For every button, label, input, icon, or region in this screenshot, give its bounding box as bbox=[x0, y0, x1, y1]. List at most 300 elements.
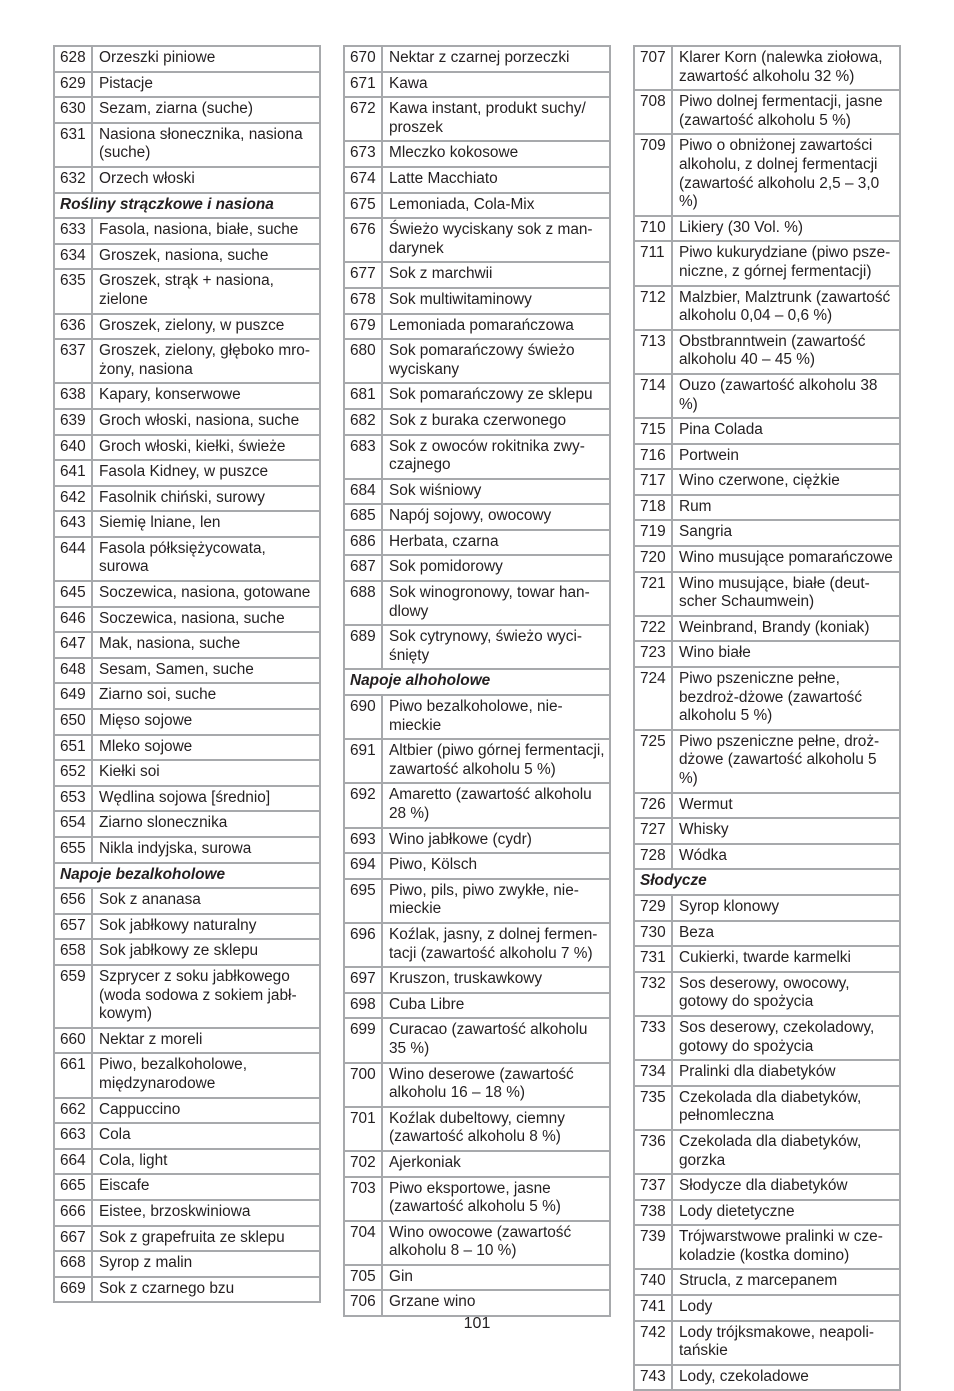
table-row bbox=[345, 47, 609, 73]
item-name: Wino owocowe (zawartość alkoholu 8 – 10 %) bbox=[389, 1223, 572, 1260]
table-row bbox=[55, 340, 319, 384]
item-name: Szprycer z soku jabłkowego (woda sodowa z sokiem jabł-kowym) bbox=[99, 967, 297, 1023]
item-number: 717 bbox=[635, 470, 673, 494]
item-name: Piwo o obniżonej zawartości alkoholu, z dolnej fermentacji (zawartość alkoholu 2,5 – 3,0 %) bbox=[679, 137, 880, 211]
item-name: Czekolada dla diabetyków, pełnomleczna bbox=[679, 1088, 862, 1125]
item-name: Siemię lniane, len bbox=[99, 514, 221, 532]
item-number: 666 bbox=[55, 1201, 93, 1225]
item-name: Eiscafe bbox=[99, 1177, 150, 1195]
item-number: 680 bbox=[345, 340, 383, 382]
item-number: 669 bbox=[55, 1278, 93, 1302]
table-row bbox=[345, 740, 609, 784]
item-number: 726 bbox=[635, 794, 673, 818]
item-name: Koźlak dubeltowy, ciemny (zawartość alkoholu 8 %) bbox=[389, 1109, 565, 1146]
item-number: 650 bbox=[55, 710, 93, 734]
table-row bbox=[345, 556, 609, 582]
table-row bbox=[55, 1029, 319, 1055]
table-row bbox=[345, 384, 609, 410]
item-number: 707 bbox=[635, 47, 673, 89]
table-row bbox=[345, 340, 609, 384]
table-row bbox=[345, 219, 609, 263]
table-row bbox=[345, 98, 609, 142]
item-name: Czekolada dla diabetyków, gorzka bbox=[679, 1132, 862, 1169]
item-name: Strucla, z marcepanem bbox=[679, 1272, 838, 1290]
table-row bbox=[55, 219, 319, 245]
table-row bbox=[55, 710, 319, 736]
item-number: 702 bbox=[345, 1152, 383, 1176]
section-heading: Napoje alhoholowe bbox=[350, 672, 491, 690]
item-name: Beza bbox=[679, 923, 715, 941]
table-row bbox=[635, 1131, 899, 1175]
item-name: Sok wiśniowy bbox=[389, 481, 482, 499]
item-name: Nektar z czarnej porzeczki bbox=[389, 49, 570, 66]
table-row bbox=[345, 784, 609, 828]
item-number: 725 bbox=[635, 731, 673, 792]
table-row bbox=[55, 966, 319, 1029]
item-number: 742 bbox=[635, 1322, 673, 1364]
table-row bbox=[55, 512, 319, 538]
item-number: 655 bbox=[55, 838, 93, 862]
table-row bbox=[55, 98, 319, 124]
table-row bbox=[55, 124, 319, 168]
table-row bbox=[345, 263, 609, 289]
item-name: Mak, nasiona, suche bbox=[99, 635, 241, 653]
item-name: Sok z buraka czerwonego bbox=[389, 411, 567, 429]
item-name: Groch włoski, nasiona, suche bbox=[99, 411, 300, 429]
item-name: Fasola, nasiona, białe, suche bbox=[99, 221, 299, 239]
item-name: Kawa bbox=[389, 74, 428, 92]
item-name: Fasola Kidney, w puszce bbox=[99, 463, 269, 481]
item-number: 635 bbox=[55, 270, 93, 312]
table-row bbox=[55, 1099, 319, 1125]
item-number: 699 bbox=[345, 1019, 383, 1061]
table-row bbox=[635, 617, 899, 643]
item-name: Malzbier, Malztrunk (zawartość alkoholu 0,04 – 0,6 %) bbox=[679, 288, 891, 325]
item-number: 641 bbox=[55, 461, 93, 485]
item-number: 673 bbox=[345, 142, 383, 166]
item-number: 706 bbox=[345, 1291, 383, 1315]
item-number: 697 bbox=[345, 968, 383, 992]
item-name: Groszek, zielony, w puszce bbox=[99, 316, 285, 334]
item-number: 630 bbox=[55, 98, 93, 122]
item-name: Sok multiwitaminowy bbox=[389, 290, 532, 308]
item-name: Soczewica, nasiona, suche bbox=[99, 609, 285, 627]
item-name: Klarer Korn (nalewka ziołowa, zawartość alkoholu 32 %) bbox=[679, 49, 883, 85]
item-number: 711 bbox=[635, 242, 673, 284]
item-number: 721 bbox=[635, 573, 673, 615]
table-row bbox=[635, 819, 899, 845]
item-name: Sesam, Samen, suche bbox=[99, 660, 254, 678]
table-row bbox=[55, 761, 319, 787]
table-row bbox=[635, 1017, 899, 1061]
item-name: Świeżo wyciskany sok z man-darynek bbox=[389, 221, 593, 257]
item-number: 723 bbox=[635, 642, 673, 666]
section-heading-row bbox=[345, 670, 609, 696]
item-number: 694 bbox=[345, 854, 383, 878]
table-row bbox=[55, 1054, 319, 1098]
item-number: 703 bbox=[345, 1178, 383, 1220]
item-number: 741 bbox=[635, 1296, 673, 1320]
item-name: Lemoniada pomarańczowa bbox=[389, 316, 574, 334]
item-name: Orzeszki piniowe bbox=[99, 49, 216, 66]
table-row bbox=[345, 1019, 609, 1063]
item-name: Nasiona słonecznika, nasiona (suche) bbox=[99, 125, 303, 162]
table-row bbox=[635, 470, 899, 496]
table-row bbox=[635, 947, 899, 973]
item-number: 665 bbox=[55, 1175, 93, 1199]
item-number: 663 bbox=[55, 1124, 93, 1148]
table-row bbox=[55, 736, 319, 762]
item-name: Cola bbox=[99, 1126, 131, 1144]
item-number: 714 bbox=[635, 375, 673, 417]
table-row bbox=[55, 245, 319, 271]
item-number: 686 bbox=[345, 531, 383, 555]
item-name: Pina Colada bbox=[679, 421, 763, 439]
item-number: 660 bbox=[55, 1029, 93, 1053]
table-row bbox=[635, 1201, 899, 1227]
item-name: Mleko sojowe bbox=[99, 737, 193, 755]
item-name: Nektar z moreli bbox=[99, 1030, 203, 1048]
table-row bbox=[635, 135, 899, 216]
item-name: Wino jabłkowe (cydr) bbox=[389, 830, 532, 848]
item-number: 687 bbox=[345, 556, 383, 580]
item-number: 729 bbox=[635, 896, 673, 920]
item-name: Kruszon, truskawkowy bbox=[389, 970, 543, 988]
item-number: 644 bbox=[55, 538, 93, 580]
item-number: 676 bbox=[345, 219, 383, 261]
table-row bbox=[345, 696, 609, 740]
item-name: Kawa instant, produkt suchy/ proszek bbox=[389, 100, 586, 136]
section-heading: Słodycze bbox=[640, 872, 707, 890]
item-name: Likiery (30 Vol. %) bbox=[679, 218, 804, 236]
table-row bbox=[635, 521, 899, 547]
table-row bbox=[635, 331, 899, 375]
item-number: 724 bbox=[635, 668, 673, 729]
item-name: Fasola półksiężycowata, surowa bbox=[99, 539, 266, 576]
item-number: 684 bbox=[345, 480, 383, 504]
table-row bbox=[345, 289, 609, 315]
table-row bbox=[635, 973, 899, 1017]
item-number: 690 bbox=[345, 696, 383, 738]
item-name: Orzech włoski bbox=[99, 169, 195, 187]
item-name: Herbata, czarna bbox=[389, 532, 499, 550]
item-number: 671 bbox=[345, 73, 383, 97]
table-row bbox=[635, 1270, 899, 1296]
item-number: 661 bbox=[55, 1054, 93, 1096]
table-row bbox=[55, 1227, 319, 1253]
item-name: Sezam, ziarna (suche) bbox=[99, 100, 253, 118]
item-number: 667 bbox=[55, 1227, 93, 1251]
table-row bbox=[345, 436, 609, 480]
item-number: 713 bbox=[635, 331, 673, 373]
item-name: Latte Macchiato bbox=[389, 169, 498, 187]
item-number: 734 bbox=[635, 1061, 673, 1085]
item-number: 709 bbox=[635, 135, 673, 214]
item-name: Mięso sojowe bbox=[99, 712, 193, 730]
item-number: 634 bbox=[55, 245, 93, 269]
item-name: Piwo dolnej fermentacji, jasne (zawartość alkoholu 5 %) bbox=[679, 93, 883, 129]
item-name: Sok pomarańczowy ze sklepu bbox=[389, 386, 593, 404]
table-row bbox=[55, 410, 319, 436]
table-row bbox=[635, 668, 899, 731]
item-number: 632 bbox=[55, 168, 93, 192]
item-name: Groszek, nasiona, suche bbox=[99, 246, 269, 264]
item-number: 704 bbox=[345, 1222, 383, 1264]
item-name: Lody, czekoladowe bbox=[679, 1367, 809, 1385]
table-row bbox=[345, 880, 609, 924]
table-row bbox=[635, 731, 899, 794]
item-name: Piwo kukurydziane (piwo psze-niczne, z górnej fermentacji) bbox=[679, 244, 891, 280]
item-number: 730 bbox=[635, 922, 673, 946]
table-row bbox=[635, 845, 899, 871]
table-row bbox=[345, 924, 609, 968]
item-number: 693 bbox=[345, 829, 383, 853]
item-number: 705 bbox=[345, 1266, 383, 1290]
table-row bbox=[55, 1278, 319, 1304]
item-number: 670 bbox=[345, 47, 383, 71]
item-number: 708 bbox=[635, 91, 673, 133]
item-name: Wędlina sojowa [średnio] bbox=[99, 788, 271, 806]
table-row bbox=[635, 496, 899, 522]
item-number: 698 bbox=[345, 994, 383, 1018]
table-row bbox=[345, 994, 609, 1020]
table-row bbox=[55, 461, 319, 487]
table-row bbox=[635, 573, 899, 617]
table-row bbox=[345, 1152, 609, 1178]
item-name: Groszek, zielony, głęboko mro-żony, nasiona bbox=[99, 342, 310, 378]
item-number: 683 bbox=[345, 436, 383, 478]
item-number: 722 bbox=[635, 617, 673, 641]
table-row bbox=[635, 445, 899, 471]
item-name: Sangria bbox=[679, 523, 733, 541]
table-row bbox=[635, 47, 899, 91]
item-name: Lody dietetyczne bbox=[679, 1202, 795, 1220]
item-number: 672 bbox=[345, 98, 383, 140]
item-name: Piwo, Kölsch bbox=[389, 856, 478, 874]
item-name: Wino białe bbox=[679, 644, 751, 662]
table-row bbox=[635, 1087, 899, 1131]
item-name: Wino deserowe (zawartość alkoholu 16 – 18 %) bbox=[389, 1065, 574, 1102]
item-name: Sok jabłkowy naturalny bbox=[99, 916, 257, 934]
table-row bbox=[55, 812, 319, 838]
item-number: 727 bbox=[635, 819, 673, 843]
table-row bbox=[345, 1222, 609, 1266]
item-name: Groch włoski, kiełki, świeże bbox=[99, 437, 286, 455]
item-number: 679 bbox=[345, 315, 383, 339]
item-number: 652 bbox=[55, 761, 93, 785]
item-name: Wermut bbox=[679, 795, 733, 813]
item-number: 645 bbox=[55, 582, 93, 606]
item-name: Sok z owoców rokitnika zwy-czajnego bbox=[389, 437, 585, 474]
item-number: 688 bbox=[345, 582, 383, 624]
table-row bbox=[55, 1252, 319, 1278]
item-number: 701 bbox=[345, 1108, 383, 1150]
table-row bbox=[635, 287, 899, 331]
item-number: 648 bbox=[55, 659, 93, 683]
item-number: 731 bbox=[635, 947, 673, 971]
table-row bbox=[55, 608, 319, 634]
item-name: Syrop klonowy bbox=[679, 897, 780, 915]
table-row bbox=[345, 582, 609, 626]
item-name: Piwo bezalkoholowe, nie-mieckie bbox=[389, 698, 563, 734]
item-number: 659 bbox=[55, 966, 93, 1027]
item-name: Soczewica, nasiona, gotowane bbox=[99, 584, 311, 602]
section-heading-row bbox=[635, 870, 899, 896]
item-name: Piwo, pils, piwo zwykłe, nie-mieckie bbox=[389, 881, 579, 918]
table-row bbox=[55, 168, 319, 194]
item-name: Lody bbox=[679, 1298, 713, 1316]
item-name: Sos deserowy, owocowy, gotowy do spożycia bbox=[679, 974, 850, 1011]
item-number: 716 bbox=[635, 445, 673, 469]
table-row bbox=[55, 73, 319, 99]
item-name: Eistee, brzoskwiniowa bbox=[99, 1202, 251, 1220]
item-number: 646 bbox=[55, 608, 93, 632]
item-name: Whisky bbox=[679, 821, 729, 839]
table-row bbox=[55, 47, 319, 73]
item-number: 664 bbox=[55, 1150, 93, 1174]
item-number: 737 bbox=[635, 1175, 673, 1199]
item-name: Ziarno slonecznika bbox=[99, 814, 228, 832]
item-name: Sok z ananasa bbox=[99, 891, 201, 909]
table-row bbox=[55, 915, 319, 941]
item-number: 653 bbox=[55, 787, 93, 811]
item-name: Wódka bbox=[679, 846, 727, 864]
item-number: 631 bbox=[55, 124, 93, 166]
item-number: 643 bbox=[55, 512, 93, 536]
food-table bbox=[53, 45, 321, 1303]
table-row bbox=[635, 794, 899, 820]
table-row bbox=[345, 968, 609, 994]
item-name: Sok pomidorowy bbox=[389, 558, 503, 576]
item-number: 736 bbox=[635, 1131, 673, 1173]
table-row bbox=[55, 940, 319, 966]
item-number: 651 bbox=[55, 736, 93, 760]
table-row bbox=[345, 73, 609, 99]
item-number: 718 bbox=[635, 496, 673, 520]
table-row bbox=[635, 1226, 899, 1270]
table-row bbox=[635, 217, 899, 243]
table-row bbox=[635, 242, 899, 286]
item-number: 712 bbox=[635, 287, 673, 329]
item-number: 681 bbox=[345, 384, 383, 408]
page-number: 101 bbox=[463, 1315, 491, 1332]
item-number: 639 bbox=[55, 410, 93, 434]
section-heading: Rośliny strączkowe i nasiona bbox=[60, 195, 274, 213]
item-name: Sok winogronowy, towar han-dlowy bbox=[389, 584, 590, 620]
table-row bbox=[345, 315, 609, 341]
item-name: Sok pomarańczowy świeżo wyciskany bbox=[389, 342, 575, 378]
table-row bbox=[345, 410, 609, 436]
item-name: Sok z grapefruita ze sklepu bbox=[99, 1228, 285, 1246]
item-number: 662 bbox=[55, 1099, 93, 1123]
item-name: Altbier (piwo górnej fermentacji, zawartość alkoholu 5 %) bbox=[389, 742, 605, 778]
item-name: Sos deserowy, czekoladowy, gotowy do spożycia bbox=[679, 1018, 875, 1055]
table-row bbox=[55, 270, 319, 314]
item-number: 710 bbox=[635, 217, 673, 241]
item-name: Wino czerwone, ciężkie bbox=[679, 472, 840, 490]
table-row bbox=[345, 1291, 609, 1317]
item-name: Lemoniada, Cola-Mix bbox=[389, 195, 535, 213]
item-number: 657 bbox=[55, 915, 93, 939]
item-number: 640 bbox=[55, 436, 93, 460]
item-number: 685 bbox=[345, 505, 383, 529]
item-number: 637 bbox=[55, 340, 93, 382]
table-row bbox=[55, 436, 319, 462]
item-name: Piwo pszeniczne pełne, bezdroż-dżowe (zawartość alkoholu 5 %) bbox=[679, 670, 863, 725]
table-row bbox=[55, 487, 319, 513]
table-row bbox=[345, 1178, 609, 1222]
item-name: Ajerkoniak bbox=[389, 1153, 461, 1171]
item-name: Cukierki, twarde karmelki bbox=[679, 949, 851, 967]
item-number: 689 bbox=[345, 626, 383, 668]
item-number: 642 bbox=[55, 487, 93, 511]
table-row bbox=[635, 1061, 899, 1087]
item-name: Słodycze dla diabetyków bbox=[679, 1177, 848, 1195]
item-name: Sok jabłkowy ze sklepu bbox=[99, 942, 259, 960]
table-row bbox=[345, 194, 609, 220]
item-number: 674 bbox=[345, 168, 383, 192]
item-name: Piwo pszeniczne pełne, droż-dżowe (zawartość alkoholu 5 %) bbox=[679, 732, 880, 787]
item-name: Obstbranntwein (zawartość alkoholu 40 – 45 %) bbox=[679, 332, 866, 369]
item-name: Sok z czarnego bzu bbox=[99, 1279, 235, 1297]
item-number: 675 bbox=[345, 194, 383, 218]
item-name: Pistacje bbox=[99, 74, 153, 92]
item-number: 636 bbox=[55, 315, 93, 339]
table-row bbox=[55, 684, 319, 710]
item-number: 720 bbox=[635, 547, 673, 571]
table-row bbox=[635, 419, 899, 445]
item-name: Portwein bbox=[679, 446, 739, 464]
table-row bbox=[55, 659, 319, 685]
food-table bbox=[343, 45, 611, 1317]
item-number: 739 bbox=[635, 1226, 673, 1268]
table-column-1 bbox=[53, 45, 321, 1303]
item-number: 647 bbox=[55, 633, 93, 657]
table-row bbox=[55, 1175, 319, 1201]
table-row bbox=[635, 642, 899, 668]
item-name: Cuba Libre bbox=[389, 995, 465, 1013]
table-row bbox=[55, 1201, 319, 1227]
item-name: Nikla indyjska, surowa bbox=[99, 840, 252, 857]
item-name: Gin bbox=[389, 1267, 413, 1285]
section-heading-row bbox=[55, 864, 319, 890]
table-row bbox=[635, 1366, 899, 1391]
item-name: Trójwarstwowe pralinki w cze-koladzie (kostka domino) bbox=[679, 1228, 883, 1264]
item-number: 668 bbox=[55, 1252, 93, 1276]
table-row bbox=[635, 922, 899, 948]
table-row bbox=[345, 626, 609, 670]
item-number: 696 bbox=[345, 924, 383, 966]
table-row bbox=[345, 505, 609, 531]
item-name: Wino musujące pomarańczowe bbox=[679, 549, 893, 567]
item-name: Ziarno soi, suche bbox=[99, 686, 217, 704]
item-number: 649 bbox=[55, 684, 93, 708]
item-name: Cola, light bbox=[99, 1151, 168, 1169]
item-number: 628 bbox=[55, 47, 93, 71]
table-row bbox=[345, 829, 609, 855]
item-name: Sok z marchwii bbox=[389, 265, 493, 283]
table-row bbox=[635, 896, 899, 922]
item-number: 691 bbox=[345, 740, 383, 782]
item-name: Grzane wino bbox=[389, 1293, 476, 1311]
item-number: 738 bbox=[635, 1201, 673, 1225]
item-name: Amaretto (zawartość alkoholu 28 %) bbox=[389, 786, 592, 822]
item-number: 656 bbox=[55, 889, 93, 913]
table-row bbox=[55, 315, 319, 341]
table-column-2 bbox=[343, 45, 611, 1317]
item-number: 743 bbox=[635, 1366, 673, 1390]
table-row bbox=[55, 633, 319, 659]
